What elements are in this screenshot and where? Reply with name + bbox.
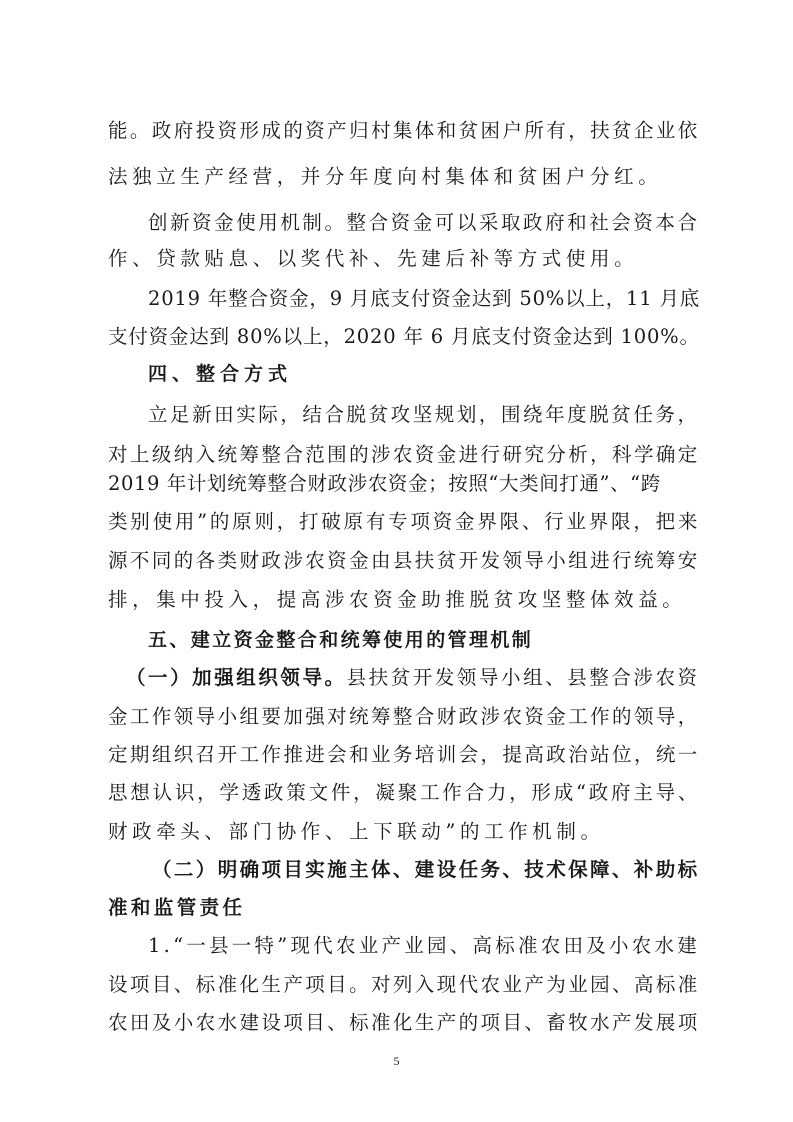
paragraph-line: 排，集中投入，提高涉农资金助推脱贫攻坚整体效益。 bbox=[108, 588, 687, 611]
paragraph-line: 类别使用”的原则，打破原有专项资金界限、行业界限，把来 bbox=[108, 510, 701, 533]
paragraph-line: 法独立生产经营，并分年度向村集体和贫困户分红。 bbox=[108, 165, 663, 188]
paragraph-line: 财政牵头、部门协作、上下联动”的工作机制。 bbox=[108, 820, 605, 843]
paragraph-line: 2019 年整合资金，9 月底支付资金达到 50%以上，11 月底 bbox=[148, 287, 701, 310]
page-number: 5 bbox=[393, 1054, 400, 1068]
subsection-heading-2-cont: 准和监管责任 bbox=[108, 896, 246, 919]
section-heading-4: 四、整合方式 bbox=[148, 363, 293, 385]
paragraph-line: 2019 年计划统筹整合财政涉农资金；按照“大类间打通”、“跨 bbox=[108, 472, 661, 495]
paragraph-line: 金工作领导小组要加强对统筹整合财政涉农资金工作的领导， bbox=[108, 705, 700, 728]
paragraph-line bbox=[126, 668, 700, 688]
paragraph-line: 对上级纳入统筹整合范围的涉农资金进行研究分析，科学确定 bbox=[108, 443, 700, 466]
paragraph-line: 支付资金达到 80%以上，2020 年 6 月底支付资金达到 100%。 bbox=[108, 325, 700, 348]
paragraph-line: 1.“一县一特”现代农业产业园、高标准农田及小农水建 bbox=[148, 934, 700, 957]
section-heading-5: 五、建立资金整合和统筹使用的管理机制 bbox=[148, 629, 534, 651]
paragraph-line: 思想认识，学透政策文件，凝聚工作合力，形成“政府主导、 bbox=[108, 781, 701, 804]
paragraph-line: 能。政府投资形成的资产归村集体和贫困户所有，扶贫企业依 bbox=[108, 119, 700, 142]
paragraph-line: 设项目、标准化生产项目。对列入现代农业产为业园、高标准 bbox=[108, 973, 700, 996]
paragraph-line: 定期组织召开工作推进会和业务培训会，提高政治站位，统一 bbox=[108, 743, 700, 766]
subsection-heading-1: （一）加强组织领导。 bbox=[126, 666, 347, 689]
paragraph-line: 源不同的各类财政涉农资金由县扶贫开发领导小组进行统筹安 bbox=[108, 549, 700, 572]
paragraph-line: 立足新田实际，结合脱贫攻坚规划，围绕年度脱贫任务， bbox=[148, 403, 700, 426]
paragraph-line: 创新资金使用机制。整合资金可以采取政府和社会资本合 bbox=[148, 211, 700, 234]
paragraph-text: 县扶贫开发领导小组、县整合涉农资 bbox=[346, 666, 700, 689]
paragraph-line: 农田及小农水建设项目、标准化生产的项目、畜牧水产发展项 bbox=[108, 1011, 700, 1034]
subsection-heading-2: （二）明确项目实施主体、建设任务、技术保障、补助标 bbox=[152, 858, 700, 881]
paragraph-line: 作、贷款贴息、以奖代补、先建后补等方式使用。 bbox=[108, 247, 639, 270]
